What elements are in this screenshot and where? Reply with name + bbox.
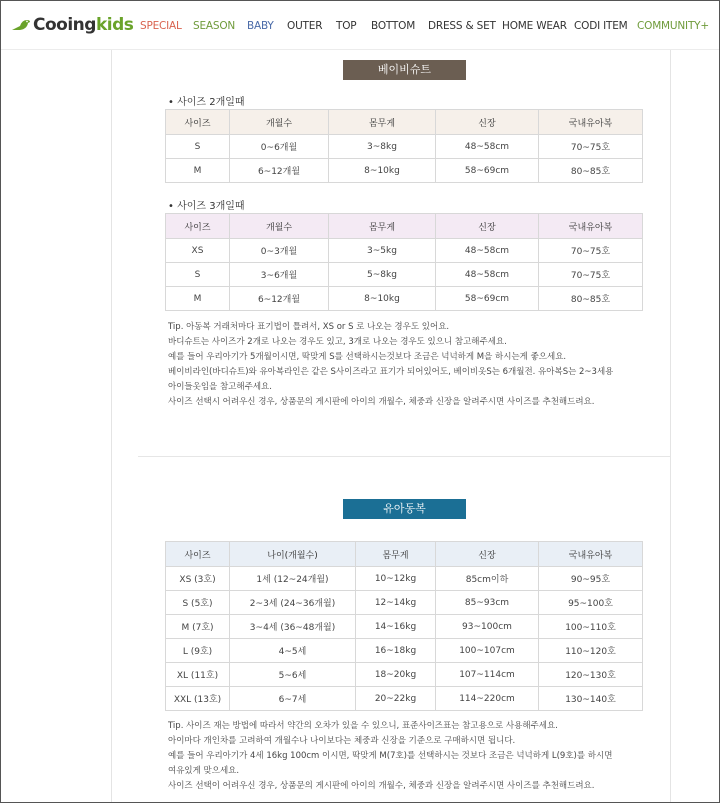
table-cell: 110~120호	[539, 639, 643, 663]
section-divider	[138, 456, 670, 457]
tip-line: 아이마다 개인차를 고려하여 개월수나 나이보다는 체중과 신장을 기준으로 구매하시면 됩니다.	[168, 736, 516, 746]
table-cell: 3~5kg	[329, 239, 436, 263]
table-cell: L (9호)	[166, 639, 230, 663]
table-cell: 48~58cm	[436, 135, 539, 159]
table-cell: 70~75호	[539, 135, 643, 159]
table-cell: 4~5세	[230, 639, 356, 663]
bird-logo-icon	[11, 17, 31, 33]
column-header: 국내유아복	[539, 214, 643, 239]
menu-baby[interactable]: BABY	[247, 20, 274, 32]
table-cell: XS	[166, 239, 230, 263]
table-row	[166, 687, 643, 711]
table-row	[166, 615, 643, 639]
caption-two-sizes: • 사이즈 2개일때	[168, 97, 245, 108]
table-cell: 95~100호	[539, 591, 643, 615]
table-cell: 6~12개월	[230, 159, 329, 183]
size-table-three-sizes	[165, 213, 643, 311]
table-cell: 80~85호	[539, 287, 643, 311]
tip-line: 예를 들어 우리아기가 4세 16kg 100cm 이시면, 딱맞게 M(7호)를 선택하시는 것보다 조금은 넉넉하게 L(9호)를 하시면	[168, 751, 613, 761]
table-row	[166, 287, 643, 311]
table-cell: 100~110호	[539, 615, 643, 639]
caption-three-sizes: • 사이즈 3개일때	[168, 201, 245, 212]
menu-dress-set[interactable]: DRESS & SET	[428, 20, 496, 32]
table-cell: S	[166, 135, 230, 159]
table-cell: 14~16kg	[356, 615, 436, 639]
table-cell: 58~69cm	[436, 287, 539, 311]
table-cell: 3~4세 (36~48개월)	[230, 615, 356, 639]
table-row	[166, 639, 643, 663]
table-cell: 0~3개월	[230, 239, 329, 263]
logo-text-cooing: Cooing	[33, 15, 96, 35]
table-cell: 85cm이하	[436, 567, 539, 591]
column-header: 국내유아복	[539, 110, 643, 135]
table-cell: 107~114cm	[436, 663, 539, 687]
table-header-row	[166, 214, 643, 239]
table-cell: 48~58cm	[436, 239, 539, 263]
table-row	[166, 135, 643, 159]
menu-home-wear[interactable]: HOME WEAR	[502, 20, 567, 32]
menu-outer[interactable]: OUTER	[287, 20, 323, 32]
table-cell: 6~12개월	[230, 287, 329, 311]
column-header: 사이즈	[166, 214, 230, 239]
table-header-row	[166, 110, 643, 135]
menu-codi-item[interactable]: CODI ITEM	[574, 20, 628, 32]
table-cell: XXL (13호)	[166, 687, 230, 711]
table-cell: 12~14kg	[356, 591, 436, 615]
top-navigation-bar	[1, 1, 719, 50]
table-cell: 10~12kg	[356, 567, 436, 591]
table-cell: 2~3세 (24~36개월)	[230, 591, 356, 615]
table-cell: 70~75호	[539, 263, 643, 287]
column-header: 개월수	[230, 110, 329, 135]
column-header: 몸무게	[329, 214, 436, 239]
table-cell: 3~6개월	[230, 263, 329, 287]
size-table-two-sizes	[165, 109, 643, 183]
table-cell: XL (11호)	[166, 663, 230, 687]
table-cell: 130~140호	[539, 687, 643, 711]
column-header: 개월수	[230, 214, 329, 239]
table-row	[166, 263, 643, 287]
table-cell: S (5호)	[166, 591, 230, 615]
table-cell: 93~100cm	[436, 615, 539, 639]
table-cell: 1세 (12~24개월)	[230, 567, 356, 591]
tip-line: 아이들옷임을 참고해주세요.	[168, 382, 272, 392]
column-header: 몸무게	[329, 110, 436, 135]
table-cell: 120~130호	[539, 663, 643, 687]
column-header: 사이즈	[166, 110, 230, 135]
tip-line: 바디슈트는 사이즈가 2개로 나오는 경우도 있고, 3개로 나오는 경우도 있으니 참고해주세요.	[168, 337, 507, 347]
table-row	[166, 663, 643, 687]
table-row	[166, 591, 643, 615]
table-cell: 5~8kg	[329, 263, 436, 287]
tip-line: Tip. 아동복 거래처마다 표기법이 틀려서, XS or S 로 나오는 경우도 있어요.	[168, 322, 450, 332]
section-title-kidswear: 유아동복	[343, 499, 466, 519]
table-row	[166, 567, 643, 591]
table-cell: 114~220cm	[436, 687, 539, 711]
column-header: 신장	[436, 110, 539, 135]
column-header: 몸무게	[356, 542, 436, 567]
menu-special[interactable]: SPECIAL	[140, 20, 182, 32]
logo-text-kids: kids	[95, 15, 134, 35]
menu-community[interactable]: COMMUNITY+	[637, 20, 709, 32]
table-cell: M	[166, 159, 230, 183]
table-cell: 70~75호	[539, 239, 643, 263]
table-row	[166, 159, 643, 183]
table-cell: 48~58cm	[436, 263, 539, 287]
tip-line: Tip. 사이즈 재는 방법에 따라서 약간의 오차가 있을 수 있으니, 표준사이즈표는 참고용으로 사용해주세요.	[168, 721, 558, 731]
tip-line: 여유있게 맞으세요.	[168, 766, 240, 776]
tip-line: 사이즈 선택이 어려우신 경우, 상품문의 게시판에 아이의 개월수, 체중과 신장을 알려주시면 사이즈를 추천해드려요.	[168, 781, 595, 791]
table-cell: 8~10kg	[329, 159, 436, 183]
babysuit-tips	[168, 320, 613, 410]
table-cell: 58~69cm	[436, 159, 539, 183]
table-row	[166, 239, 643, 263]
table-cell: 18~20kg	[356, 663, 436, 687]
menu-season[interactable]: SEASON	[193, 20, 236, 32]
tip-line: 예를 들어 우리아기가 5개월이시면, 딱맞게 S를 선택하시는것보다 조금은 넉넉하게 M을 하시는게 좋으세요.	[168, 352, 567, 362]
table-cell: 3~8kg	[329, 135, 436, 159]
table-cell: 80~85호	[539, 159, 643, 183]
cooingkids-logo[interactable]	[11, 14, 133, 36]
table-cell: 100~107cm	[436, 639, 539, 663]
table-cell: 6~7세	[230, 687, 356, 711]
table-header-row	[166, 542, 643, 567]
table-cell: 85~93cm	[436, 591, 539, 615]
section-title-babysuit: 베이비슈트	[343, 60, 466, 80]
table-cell: M (7호)	[166, 615, 230, 639]
menu-top[interactable]: TOP	[336, 20, 357, 32]
table-cell: XS (3호)	[166, 567, 230, 591]
table-cell: 0~6개월	[230, 135, 329, 159]
table-cell: M	[166, 287, 230, 311]
table-cell: 20~22kg	[356, 687, 436, 711]
tip-line: 베이비라인(바디슈트)와 유아복라인은 같은 S사이즈라고 표기가 되어있어도, 베이비옷S는 6개월전. 유아복S는 2~3세용	[168, 367, 614, 377]
table-cell: 16~18kg	[356, 639, 436, 663]
column-header: 사이즈	[166, 542, 230, 567]
kidswear-tips	[168, 719, 612, 794]
menu-bottom[interactable]: BOTTOM	[371, 20, 416, 32]
product-detail-content	[111, 50, 671, 802]
column-header: 나이(개월수)	[230, 542, 356, 567]
table-cell: 5~6세	[230, 663, 356, 687]
table-cell: S	[166, 263, 230, 287]
table-cell: 90~95호	[539, 567, 643, 591]
column-header: 신장	[436, 214, 539, 239]
table-cell: 8~10kg	[329, 287, 436, 311]
column-header: 국내유아복	[539, 542, 643, 567]
tip-line: 사이즈 선택시 어려우신 경우, 상품문의 게시판에 아이의 개월수, 체중과 신장을 알려주시면 사이즈를 추천해드려요.	[168, 397, 595, 407]
column-header: 신장	[436, 542, 539, 567]
size-table-kidswear	[165, 541, 643, 711]
